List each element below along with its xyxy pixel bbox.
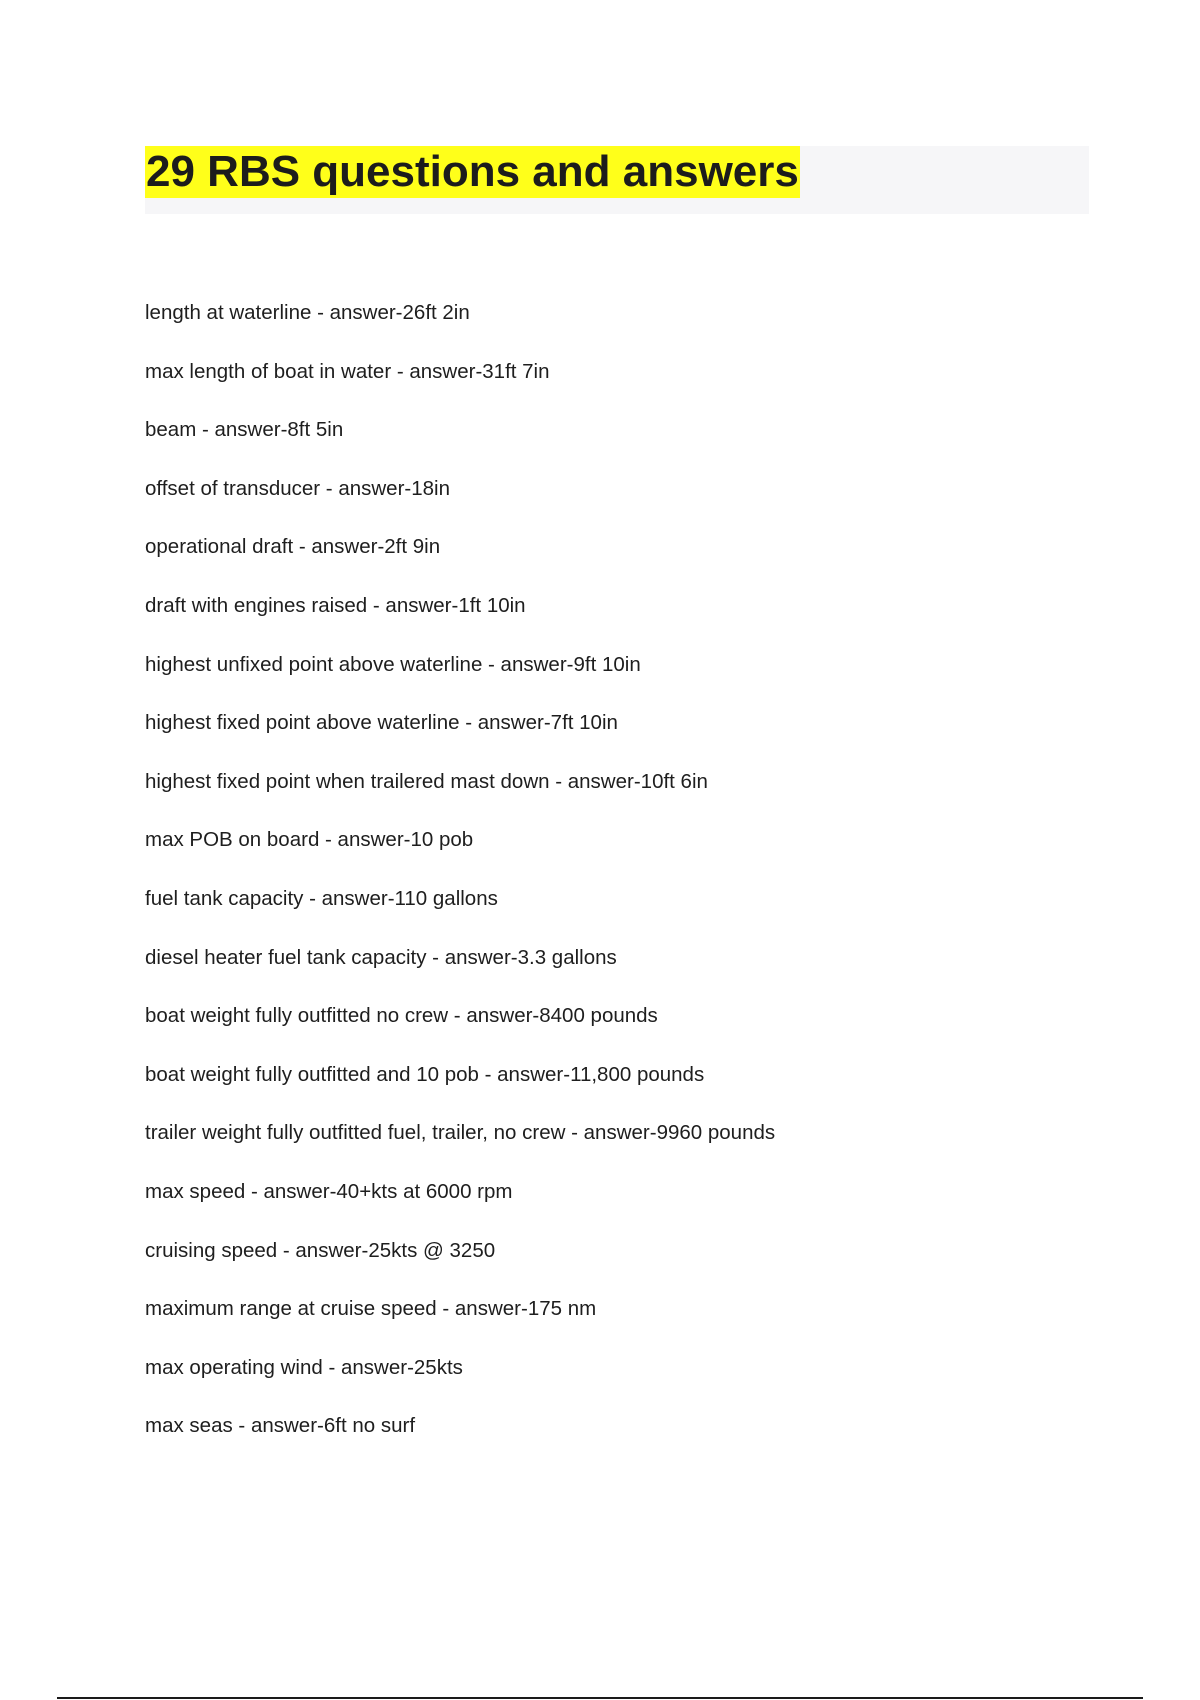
qa-item: operational draft - answer-2ft 9in [145, 535, 441, 559]
qa-item: max speed - answer-40+kts at 6000 rpm [145, 1179, 513, 1203]
qa-item: trailer weight fully outfitted fuel, trailer, no crew - answer-9960 pounds [145, 1121, 776, 1145]
qa-item: max POB on board - answer-10 pob [145, 828, 474, 852]
qa-item: boat weight fully outfitted and 10 pob - answer-11,800 pounds [145, 1062, 705, 1086]
qa-item: fuel tank capacity - answer-110 gallons [145, 886, 498, 910]
page-title: 29 RBS questions and answers [146, 147, 799, 196]
qa-item: offset of transducer - answer-18in [145, 476, 450, 500]
qa-item: length at waterline - answer-26ft 2in [145, 301, 470, 324]
qa-item: max length of boat in water - answer-31ft 7in [145, 359, 550, 383]
qa-item: highest fixed point when trailered mast down - answer-10ft 6in [145, 769, 708, 793]
qa-list [145, 298, 775, 1470]
qa-item: highest fixed point above waterline - answer-7ft 10in [145, 711, 618, 735]
qa-item: draft with engines raised - answer-1ft 10in [145, 593, 526, 617]
qa-item: maximum range at cruise speed - answer-175 nm [145, 1297, 597, 1321]
qa-item: max operating wind - answer-25kts [145, 1355, 463, 1379]
footer-rule [57, 1697, 1143, 1699]
qa-item: highest unfixed point above waterline - answer-9ft 10in [145, 652, 641, 676]
qa-item: boat weight fully outfitted no crew - answer-8400 pounds [145, 1004, 658, 1028]
qa-item: diesel heater fuel tank capacity - answer-3.3 gallons [145, 945, 617, 969]
qa-item: max seas - answer-6ft no surf [145, 1414, 416, 1438]
qa-item: beam - answer-8ft 5in [145, 418, 344, 442]
qa-item: cruising speed - answer-25kts @ 3250 [145, 1238, 496, 1262]
